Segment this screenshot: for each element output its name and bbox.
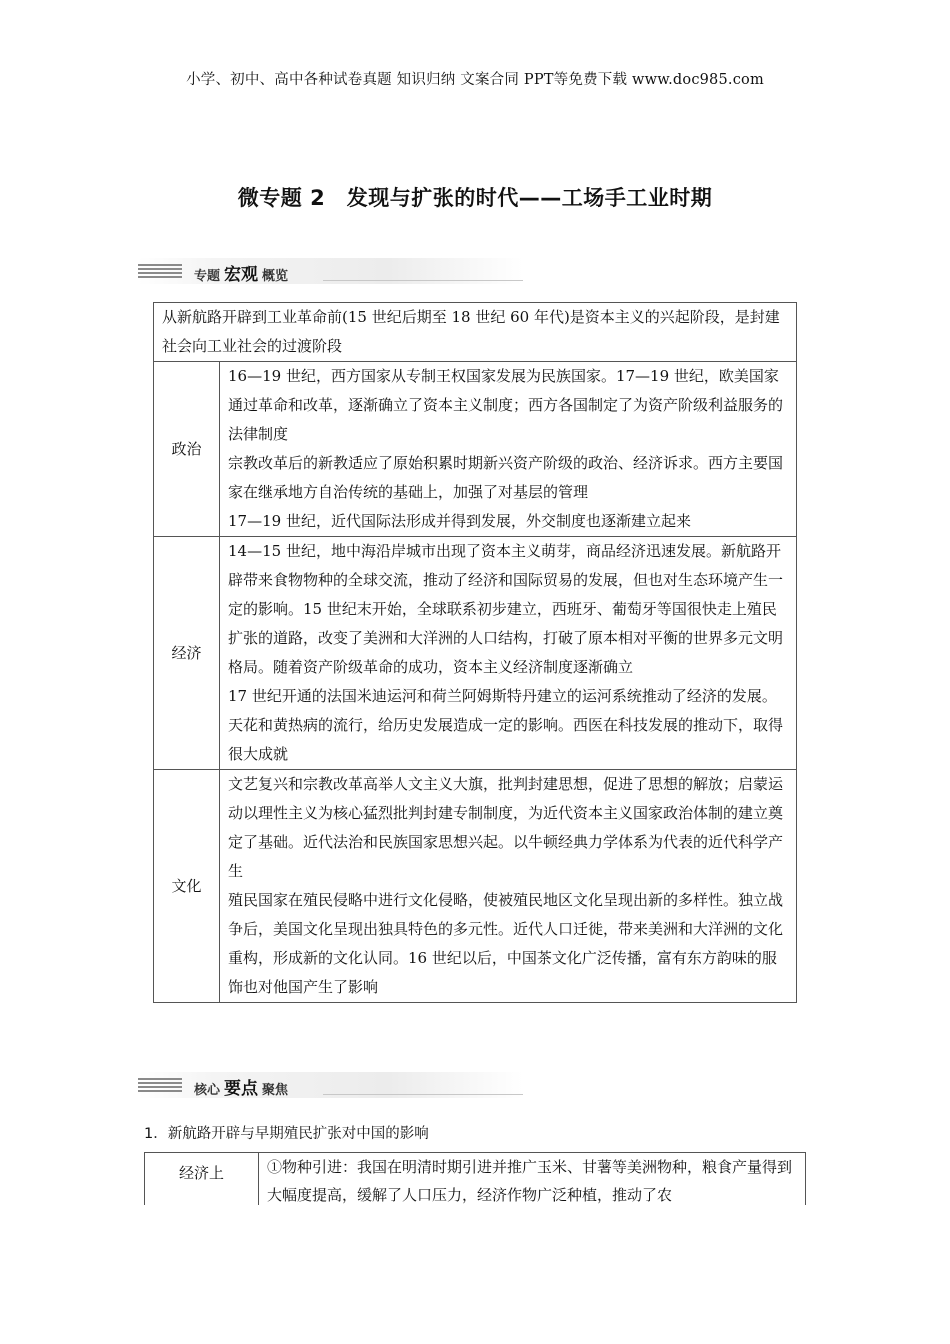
stripe-decoration-icon [138,264,182,278]
row-label-economic: 经济上 [145,1153,259,1210]
core-heading: 1．新航路开辟与早期殖民扩张对中国的影响 [144,1126,429,1142]
row-label-culture: 文化 [154,770,220,1003]
table-row [145,1153,806,1210]
row-content-culture [220,770,797,1003]
impact-table [144,1152,806,1210]
row-label-politics: 政治 [154,362,220,537]
row-content-economy [220,537,797,770]
page-title: 微专题 2 发现与扩张的时代——工场手工业时期 [237,186,713,210]
paragraph: 17 世纪开通的法国米迪运河和荷兰阿姆斯特丹建立的运河系统推动了经济的发展。天花和黄热病的流行，给历史发展造成一定的影响。西医在科技发展的推动下，取得很大成就 [228,687,784,763]
row-content-politics [220,362,797,537]
section-underline [323,280,523,281]
section-banner-text: 核心 要点 聚焦 [194,1079,289,1099]
paragraph: 文艺复兴和宗教改革高举人文主义大旗，批判封建思想，促进了思想的解放；启蒙运动以理性主义为核心猛烈批判封建专制制度，为近代资本主义国家政治体制的建立奠定了基础。近代法治和民族国家思想兴起。以牛顿经典力学体系为代表的近代科学产生 [228,775,784,880]
paragraph: 17—19 世纪，近代国际法形成并得到发展，外交制度也逐渐建立起来 [228,512,691,530]
section-underline [323,1094,523,1095]
paragraph: 殖民国家在殖民侵略中进行文化侵略，使被殖民地区文化呈现出新的多样性。独立战争后，美国文化呈现出独具特色的多元性。近代人口迁徙，带来美洲和大洋洲的文化重构，形成新的文化认同。16 世纪以后，中国茶文化广泛传播，富有东方韵味的服饰也对他国产生了影响 [228,891,784,996]
section-banner-text: 专题 宏观 概览 [194,265,289,285]
row-content-economic: ①物种引进：我国在明清时期引进并推广玉米、甘薯等美洲物种，粮食产量得到大幅度提高，缓解了人口压力，经济作物广泛种植，推动了农 [259,1153,806,1210]
paragraph: 16—19 世纪，西方国家从专制王权国家发展为民族国家。17—19 世纪，欧美国家通过革命和改革，逐渐确立了资本主义制度；西方各国制定了为资产阶级利益服务的法律制度 [228,367,784,443]
table-row [154,362,797,537]
section-banner-core [138,1072,523,1098]
table-row [154,770,797,1003]
overview-table [153,302,797,1003]
section-banner-overview [138,258,523,284]
row-label-economy: 经济 [154,537,220,770]
stripe-decoration-icon [138,1078,182,1092]
table-row [154,303,797,362]
paragraph: 14—15 世纪，地中海沿岸城市出现了资本主义萌芽，商品经济迅速发展。新航路开辟带来食物物种的全球交流，推动了经济和国际贸易的发展，但也对生态环境产生一定的影响。15 世纪末开始，全球联系初步建立，西班牙、葡萄牙等国很快走上殖民扩张的道路，改变了美洲和大洋洲的人口结构，打破了原本相对平衡的世界多元文明格局。随着资产阶级革命的成功，资本主义经济制度逐渐确立 [228,542,784,676]
page-header: 小学、初中、高中各种试卷真题 知识归纳 文案合同 PPT等免费下载 www.doc985.com [186,72,764,88]
paragraph: 宗教改革后的新教适应了原始积累时期新兴资产阶级的政治、经济诉求。西方主要国家在继承地方自治传统的基础上，加强了对基层的管理 [228,454,784,501]
overview-intro: 从新航路开辟到工业革命前(15 世纪后期至 18 世纪 60 年代)是资本主义的兴起阶段，是封建社会向工业社会的过渡阶段 [154,303,797,362]
page-bottom-margin [0,1205,950,1344]
table-row [154,537,797,770]
